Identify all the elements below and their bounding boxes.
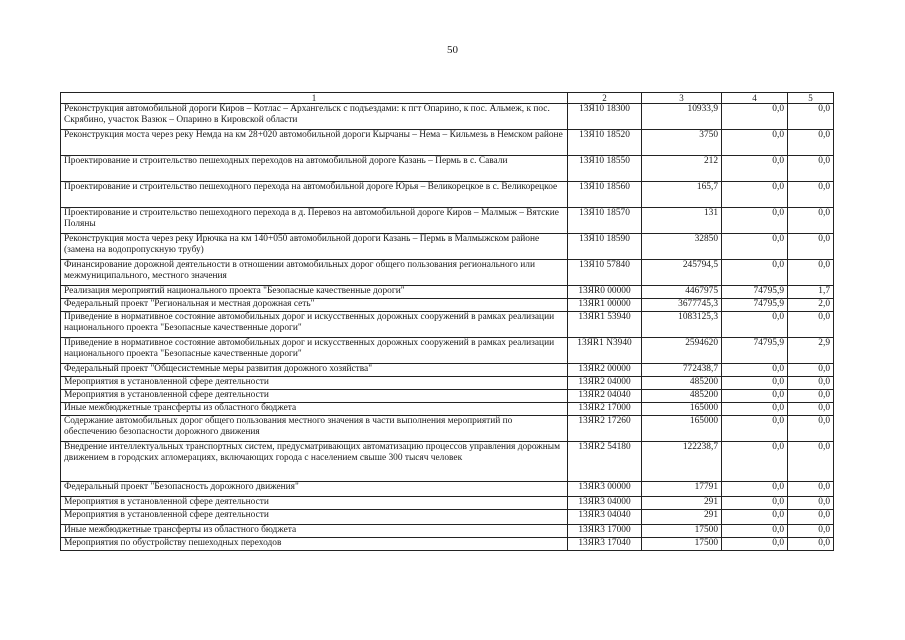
row-name: Мероприятия в установленной сфере деятельности [61,390,568,403]
row-value-col5: 0,0 [788,182,834,208]
row-value-col4: 0,0 [722,390,788,403]
row-value-col5: 2,0 [788,299,834,312]
header-col-3: 3 [642,93,722,104]
row-code: 13ЯR3 17000 [568,525,642,538]
row-value-col3: 1083125,3 [642,312,722,338]
table-row [61,312,834,338]
row-code: 13Я10 18300 [568,104,642,130]
row-name: Федеральный проект "Общесистемные меры развития дорожного хозяйства" [61,364,568,377]
row-value-col4: 0,0 [722,442,788,482]
row-code: 13ЯR3 04040 [568,510,642,525]
row-code: 13ЯR2 04000 [568,377,642,390]
row-code: 13ЯR3 17040 [568,538,642,551]
row-value-col4: 74795,9 [722,286,788,299]
row-name: Проектирование и строительство пешеходного перехода в д. Перевоз на автомобильной дороге Киров – Малмыж – Вятские Поляны [61,208,568,234]
row-value-col4: 0,0 [722,260,788,286]
row-value-col3: 10933,9 [642,104,722,130]
row-value-col5: 0,0 [788,510,834,525]
row-value-col4: 0,0 [722,482,788,497]
row-value-col5: 0,0 [788,538,834,551]
row-name: Проектирование и строительство пешеходных переходов на автомобильной дороге Казань – Пермь в с. Савали [61,156,568,182]
row-code: 13ЯR2 04040 [568,390,642,403]
table-row [61,442,834,482]
table-row [61,286,834,299]
row-value-col5: 0,0 [788,260,834,286]
header-col-4: 4 [722,93,788,104]
table-row [61,482,834,497]
row-code: 13ЯR2 17260 [568,416,642,442]
table-row [61,156,834,182]
budget-table [60,92,834,551]
row-name: Содержание автомобильных дорог общего пользования местного значения в части выполнения мероприятий по обеспечению безопасности дорожного движения [61,416,568,442]
row-value-col5: 0,0 [788,390,834,403]
page-number: 50 [447,44,458,56]
row-value-col5: 2,9 [788,338,834,364]
table-row [61,299,834,312]
table-row [61,104,834,130]
row-value-col4: 0,0 [722,497,788,510]
row-name: Финансирование дорожной деятельности в отношении автомобильных дорог общего пользования регионального или межмуниципального, местного значения [61,260,568,286]
table-row [61,377,834,390]
row-value-col4: 0,0 [722,130,788,156]
row-value-col3: 4467975 [642,286,722,299]
row-value-col3: 291 [642,497,722,510]
row-value-col4: 0,0 [722,364,788,377]
row-value-col3: 17791 [642,482,722,497]
table-row [61,525,834,538]
row-value-col5: 0,0 [788,208,834,234]
table-row [61,260,834,286]
row-value-col4: 0,0 [722,156,788,182]
row-code: 13Я10 18550 [568,156,642,182]
row-value-col5: 0,0 [788,403,834,416]
row-value-col3: 131 [642,208,722,234]
row-name: Реконструкция моста через реку Немда на км 28+020 автомобильной дороги Кырчаны – Нема – Кильмезь в Немском районе [61,130,568,156]
row-name: Внедрение интеллектуальных транспортных систем, предусматривающих автоматизацию процессов управления дорожным движением в городских агломерациях, включающих города с населением свыше 300 тысяч человек [61,442,568,482]
row-value-col4: 0,0 [722,377,788,390]
row-name: Реконструкция моста через реку Ирючка на км 140+050 автомобильной дороги Казань – Пермь в Малмыжском районе (замена на водопропускную трубу) [61,234,568,260]
row-code: 13Я10 57840 [568,260,642,286]
row-value-col3: 17500 [642,525,722,538]
row-name: Приведение в нормативное состояние автомобильных дорог и искусственных дорожных сооружений в рамках реализации национального проекта "Безопасные качественные дороги" [61,338,568,364]
row-name: Мероприятия в установленной сфере деятельности [61,377,568,390]
row-code: 13ЯR1 53940 [568,312,642,338]
row-name: Мероприятия в установленной сфере деятельности [61,497,568,510]
row-value-col3: 165000 [642,416,722,442]
row-name: Федеральный проект "Безопасность дорожного движения" [61,482,568,497]
row-value-col4: 0,0 [722,104,788,130]
row-code: 13ЯR2 54180 [568,442,642,482]
row-value-col3: 2594620 [642,338,722,364]
row-value-col5: 0,0 [788,234,834,260]
row-value-col5: 0,0 [788,130,834,156]
row-value-col4: 0,0 [722,403,788,416]
row-name: Мероприятия в установленной сфере деятельности [61,510,568,525]
row-name: Иные межбюджетные трансферты из областного бюджета [61,403,568,416]
row-value-col3: 245794,5 [642,260,722,286]
row-value-col5: 0,0 [788,482,834,497]
header-col-2: 2 [568,93,642,104]
table-row [61,364,834,377]
row-code: 13Я10 18520 [568,130,642,156]
row-value-col4: 0,0 [722,538,788,551]
row-value-col3: 122238,7 [642,442,722,482]
row-code: 13Я10 18570 [568,208,642,234]
row-name: Федеральный проект "Региональная и местная дорожная сеть" [61,299,568,312]
table-row [61,338,834,364]
table-row [61,130,834,156]
row-value-col5: 1,7 [788,286,834,299]
row-code: 13ЯR0 00000 [568,286,642,299]
table-row [61,390,834,403]
row-code: 13Я10 18560 [568,182,642,208]
row-value-col5: 0,0 [788,377,834,390]
row-code: 13ЯR1 00000 [568,299,642,312]
row-name: Реконструкция автомобильной дороги Киров – Котлас – Архангельск с подъездами: к пгт Опарино, к пос. Альмеж, к пос. Скрябино, участок Вазюк – Опарино в Кировской области [61,104,568,130]
row-value-col4: 0,0 [722,234,788,260]
row-value-col3: 3750 [642,130,722,156]
table-row [61,208,834,234]
row-value-col4: 74795,9 [722,338,788,364]
table-row [61,416,834,442]
row-name: Мероприятия по обустройству пешеходных переходов [61,538,568,551]
row-value-col5: 0,0 [788,416,834,442]
row-value-col3: 32850 [642,234,722,260]
row-code: 13ЯR2 17000 [568,403,642,416]
row-code: 13ЯR1 N3940 [568,338,642,364]
row-value-col3: 165000 [642,403,722,416]
row-value-col3: 165,7 [642,182,722,208]
table-row [61,182,834,208]
row-value-col3: 17500 [642,538,722,551]
row-name: Иные межбюджетные трансферты из областного бюджета [61,525,568,538]
row-value-col3: 3677745,3 [642,299,722,312]
row-code: 13ЯR3 04000 [568,497,642,510]
header-col-1: 1 [61,93,568,104]
table-row [61,510,834,525]
table-row [61,234,834,260]
row-code: 13Я10 18590 [568,234,642,260]
row-value-col4: 0,0 [722,312,788,338]
row-value-col5: 0,0 [788,104,834,130]
row-name: Приведение в нормативное состояние автомобильных дорог и искусственных дорожных сооружений в рамках реализации национального проекта "Безопасные качественные дороги" [61,312,568,338]
table-row [61,538,834,551]
row-value-col5: 0,0 [788,525,834,538]
row-value-col4: 0,0 [722,416,788,442]
row-value-col5: 0,0 [788,364,834,377]
row-name: Проектирование и строительство пешеходного перехода на автомобильной дороге Юрья – Великорецкое в с. Великорецкое [61,182,568,208]
header-col-5: 5 [788,93,834,104]
row-value-col5: 0,0 [788,497,834,510]
row-value-col4: 0,0 [722,510,788,525]
row-code: 13ЯR3 00000 [568,482,642,497]
table-row [61,497,834,510]
row-value-col4: 74795,9 [722,299,788,312]
row-name: Реализация мероприятий национального проекта "Безопасные качественные дороги" [61,286,568,299]
row-value-col3: 485200 [642,390,722,403]
row-value-col3: 772438,7 [642,364,722,377]
header-row [61,93,834,104]
table-body [61,104,834,551]
row-value-col5: 0,0 [788,312,834,338]
row-value-col3: 485200 [642,377,722,390]
row-value-col4: 0,0 [722,525,788,538]
row-value-col4: 0,0 [722,208,788,234]
row-value-col5: 0,0 [788,442,834,482]
row-value-col5: 0,0 [788,156,834,182]
table-row [61,403,834,416]
row-value-col4: 0,0 [722,182,788,208]
row-code: 13ЯR2 00000 [568,364,642,377]
row-value-col3: 212 [642,156,722,182]
row-value-col3: 291 [642,510,722,525]
